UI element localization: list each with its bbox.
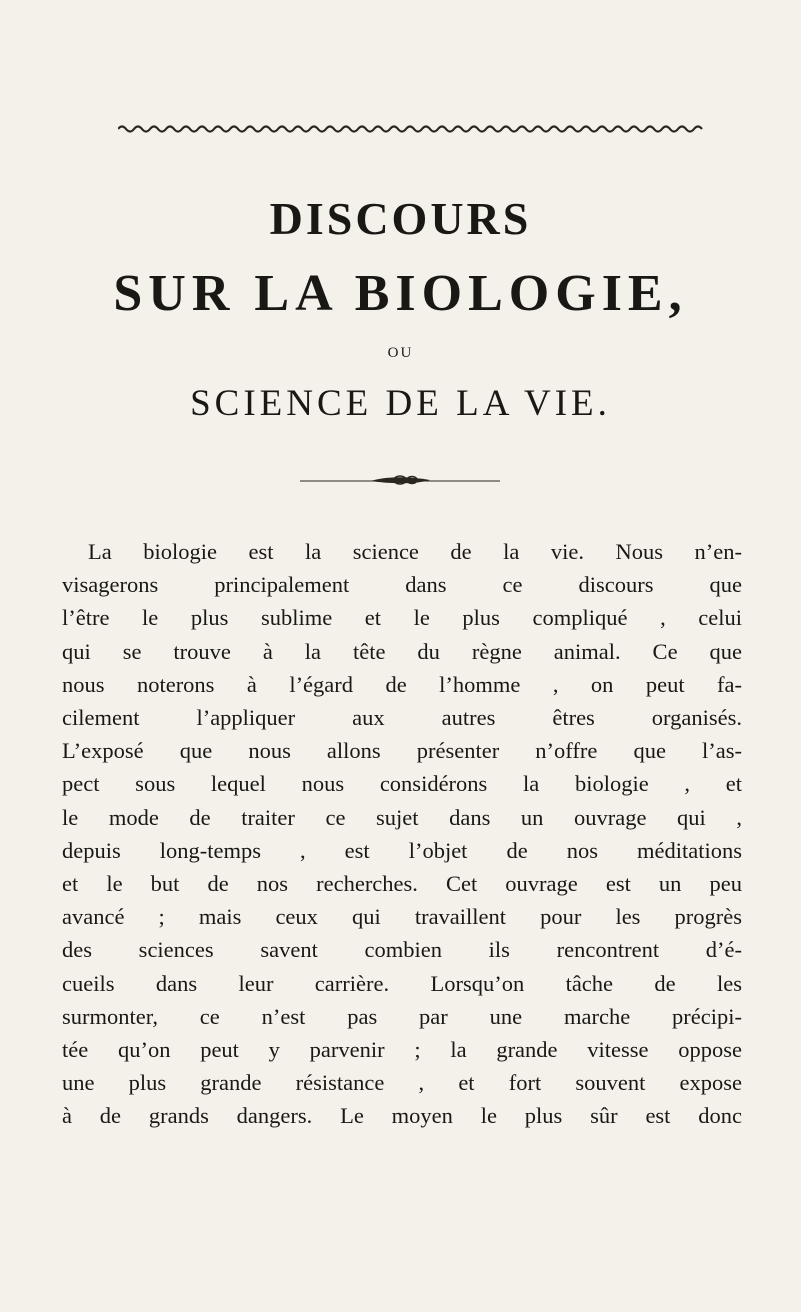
title-line-1: DISCOURS: [269, 193, 532, 244]
text-line: depuis long-temps , est l’objet de nos méditations: [62, 837, 742, 863]
text-line: avancé ; mais ceux qui travaillent pour les progrès: [62, 904, 742, 930]
text-line: à de grands dangers. Le moyen le plus sûr est donc: [62, 1103, 742, 1129]
text-line: visagerons principalement dans ce discours que: [62, 572, 742, 598]
text-line: qui se trouve à la tête du règne animal. Ce que: [62, 638, 742, 664]
text-line: une plus grande résistance , et fort souvent expose: [62, 1070, 742, 1096]
text-line: surmonter, ce n’est pas par une marche précipi-: [62, 1003, 742, 1029]
text-line: cilement l’appliquer aux autres êtres organisés.: [62, 705, 742, 731]
text-line: La biologie est la science de la vie. Nous n’en-: [88, 539, 742, 564]
text-line: des sciences savent combien ils rencontrent d’é-: [62, 937, 742, 963]
text-line: pect sous lequel nous considérons la biologie , et: [62, 771, 742, 797]
ornament-divider-icon: [300, 472, 500, 488]
text-line: L’exposé que nous allons présenter n’offre que l’as-: [62, 738, 742, 764]
text-line: et le but de nos recherches. Cet ouvrage est un peu: [62, 871, 742, 897]
title-line-2: SUR LA BIOLOGIE,: [113, 265, 688, 322]
body-paragraph: [62, 535, 742, 1133]
decorative-rule: [118, 124, 708, 134]
title-line-3: SCIENCE DE LA VIE.: [190, 383, 611, 424]
text-line: le mode de traiter ce sujet dans un ouvrage qui ,: [62, 804, 742, 830]
title-connector: OU: [387, 345, 414, 361]
text-line: nous noterons à l’égard de l’homme , on peut fa-: [62, 671, 742, 697]
text-line: tée qu’on peut y parvenir ; la grande vitesse oppose: [62, 1037, 742, 1063]
text-line: cueils dans leur carrière. Lorsqu’on tâche de les: [62, 970, 742, 996]
text-line: l’être le plus sublime et le plus compliqué , celui: [62, 605, 742, 631]
